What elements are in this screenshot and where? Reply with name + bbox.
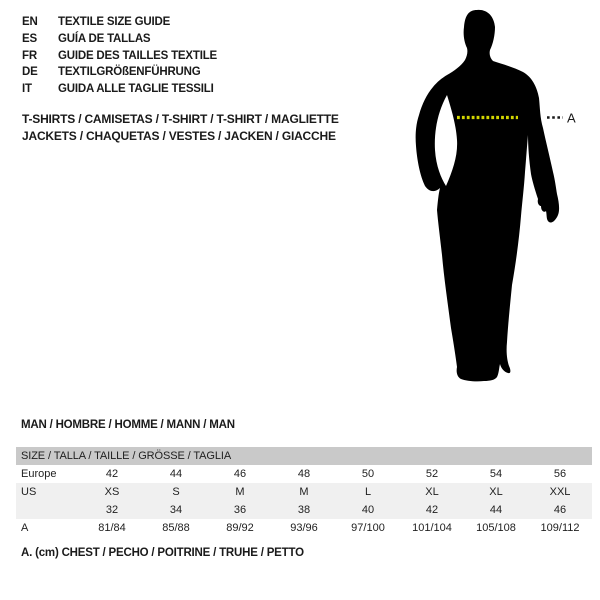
size-cell: XXL xyxy=(528,483,592,501)
measure-label-a: A xyxy=(567,110,576,126)
language-code: IT xyxy=(22,83,32,96)
section-title: MAN / HOMBRE / HOMME / MANN / MAN xyxy=(21,419,235,431)
language-label: GUIDE DES TAILLES TEXTILE xyxy=(58,49,217,62)
language-row xyxy=(22,31,217,48)
size-cell: 105/108 xyxy=(476,522,516,534)
size-cell: S xyxy=(144,483,208,501)
language-code: EN xyxy=(22,16,38,28)
size-cell: 89/92 xyxy=(226,522,254,534)
size-table-header-row xyxy=(16,447,592,465)
size-cell: XL xyxy=(400,483,464,501)
size-cell: 38 xyxy=(272,501,336,519)
size-cell: 44 xyxy=(464,501,528,519)
man-silhouette-shape xyxy=(416,10,559,381)
size-cell: 97/100 xyxy=(351,522,385,534)
size-row xyxy=(16,483,592,501)
category-line: JACKETS / CHAQUETAS / VESTES / JACKEN / GIACCHE xyxy=(22,129,336,143)
size-cell: 36 xyxy=(208,501,272,519)
size-cell: 46 xyxy=(528,501,592,519)
size-cell: XS xyxy=(80,483,144,501)
size-row-label: Europe xyxy=(21,468,57,480)
size-cell: 85/88 xyxy=(162,522,190,534)
size-cell: 40 xyxy=(336,501,400,519)
language-code: ES xyxy=(22,32,37,45)
language-label: GUÍA DE TALLAS xyxy=(58,32,151,45)
language-label: TEXTILE SIZE GUIDE xyxy=(58,16,171,28)
size-cell: 46 xyxy=(233,468,247,480)
language-label: TEXTILGRÖßENFÜHRUNG xyxy=(58,66,201,79)
size-row xyxy=(16,465,592,483)
size-row xyxy=(16,501,592,519)
language-code: FR xyxy=(22,49,37,62)
size-cell: 42 xyxy=(105,468,119,480)
language-code: DE xyxy=(22,66,38,79)
size-row xyxy=(16,519,592,537)
size-cell: M xyxy=(208,483,272,501)
measurement-footnote: A. (cm) CHEST / PECHO / POITRINE / TRUHE / PETTO xyxy=(21,547,304,559)
size-cell: 32 xyxy=(80,501,144,519)
language-list xyxy=(22,14,217,98)
size-cell: 81/84 xyxy=(98,522,126,534)
size-cell: M xyxy=(272,483,336,501)
size-table-header: SIZE / TALLA / TAILLE / GRÖSSE / TAGLIA xyxy=(16,447,592,465)
size-cell: XL xyxy=(464,483,528,501)
language-row xyxy=(22,48,217,65)
language-row xyxy=(22,14,217,31)
size-table xyxy=(16,447,592,537)
language-label: GUIDA ALLE TAGLIE TESSILI xyxy=(58,83,214,96)
size-cell: 44 xyxy=(169,468,183,480)
size-table-body xyxy=(16,465,592,537)
category-line: T-SHIRTS / CAMISETAS / T-SHIRT / T-SHIRT / MAGLIETTE xyxy=(22,112,339,126)
size-cell: 93/96 xyxy=(290,522,318,534)
size-row-label xyxy=(16,501,80,519)
size-cell: 52 xyxy=(425,468,439,480)
language-row xyxy=(22,81,217,98)
category-list xyxy=(22,111,339,145)
size-cell: 109/112 xyxy=(540,522,580,534)
language-row xyxy=(22,64,217,81)
size-cell: 42 xyxy=(400,501,464,519)
size-cell: L xyxy=(336,483,400,501)
size-cell: 56 xyxy=(553,468,567,480)
size-cell: 101/104 xyxy=(412,522,452,534)
man-figure xyxy=(400,0,600,420)
size-row-label: A xyxy=(21,522,29,534)
size-row-label: US xyxy=(16,483,80,501)
size-cell: 54 xyxy=(489,468,503,480)
size-cell: 50 xyxy=(361,468,375,480)
size-cell: 34 xyxy=(144,501,208,519)
size-cell: 48 xyxy=(297,468,311,480)
